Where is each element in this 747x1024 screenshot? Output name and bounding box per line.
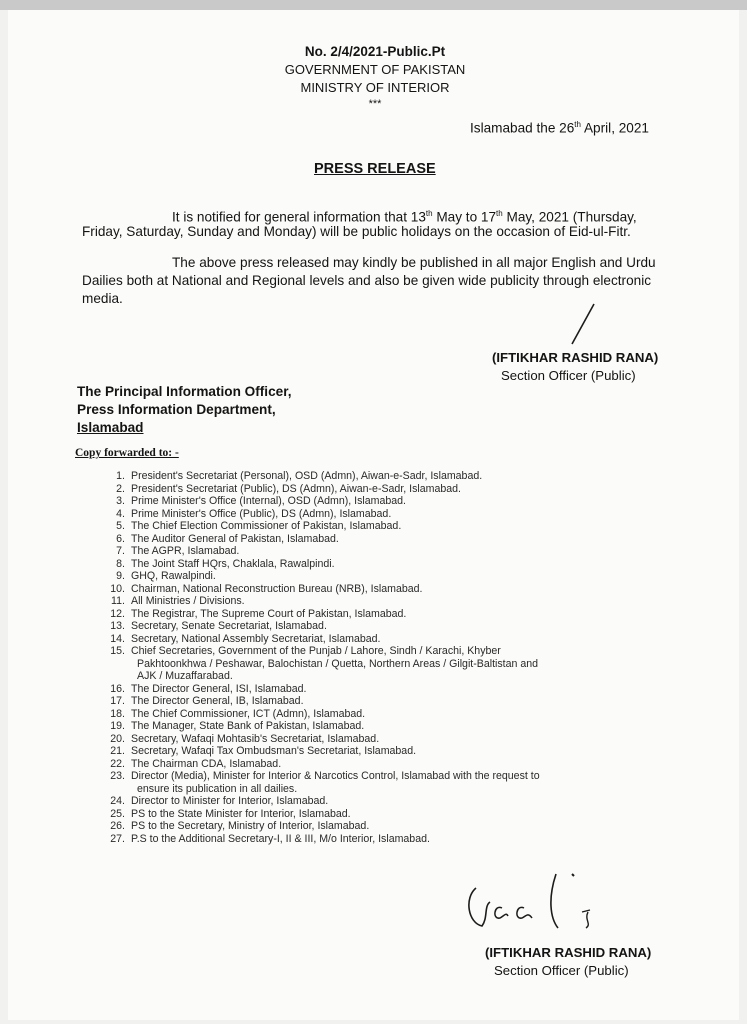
copy-item-number: 15.: [110, 645, 125, 657]
copy-list-item: [100, 733, 379, 746]
copy-list-item: [100, 520, 401, 533]
copy-list-item: [100, 508, 391, 521]
copy-item-number: 3.: [116, 495, 125, 507]
copy-item-text: The AGPR, Islamabad.: [131, 545, 240, 557]
copy-item-number: 23.: [110, 770, 125, 782]
copy-item-continuation: Pakhtoonkhwa / Peshawar, Balochistan / Quetta, Northern Areas / Gilgit-Baltistan and: [137, 657, 539, 670]
copy-item-text: Secretary, Wafaqi Mohtasib's Secretariat, Islamabad.: [131, 732, 380, 745]
copy-item-number: 20.: [110, 732, 125, 745]
signature-mark-2: [462, 868, 662, 938]
copy-item-number: 13.: [110, 620, 125, 632]
copy-list-item: [100, 545, 239, 558]
copy-list-item: [100, 795, 328, 808]
para1-text-c: May, 2021 (Thursday,: [502, 209, 637, 225]
copy-list-item: [100, 570, 216, 583]
copy-forwarded-heading: Copy forwarded to: -: [75, 447, 179, 459]
copy-item-text: Prime Minister's Office (Public), DS (Admn), Islamabad.: [131, 507, 392, 520]
top-border: [0, 0, 747, 10]
para1-text-a: It is notified for general information that 13: [172, 209, 426, 225]
copy-item-number: 25.: [110, 807, 125, 820]
copy-list-item: [100, 633, 380, 646]
copy-list-item: [100, 583, 422, 596]
copy-list-item: [100, 708, 365, 721]
copy-list-item: [100, 483, 461, 496]
copy-item-number: 10.: [110, 582, 125, 595]
copy-item-text: President's Secretariat (Personal), OSD (Admn), Aiwan-e-Sadr, Islamabad.: [131, 470, 483, 482]
copy-list-item: [100, 608, 406, 621]
copy-list-item: [100, 533, 339, 546]
copy-item-text: President's Secretariat (Public), DS (Admn), Aiwan-e-Sadr, Islamabad.: [131, 482, 461, 495]
addressee-line2: Press Information Department,: [77, 402, 276, 417]
date-prefix: Islamabad the 26: [470, 120, 575, 136]
signatory-name-2: (IFTIKHAR RASHID RANA): [485, 945, 652, 960]
copy-item-text: PS to the State Minister for Interior, Islamabad.: [131, 807, 351, 820]
copy-list-item: [100, 620, 327, 633]
copy-item-number: 16.: [110, 682, 125, 695]
copy-item-text: All Ministries / Divisions.: [131, 595, 245, 607]
copy-item-text: The Chief Election Commissioner of Pakistan, Islamabad.: [131, 520, 402, 532]
para2-line3: media.: [82, 291, 123, 306]
copy-item-text: The Joint Staff HQrs, Chaklala, Rawalpindi.: [131, 557, 335, 570]
copy-item-number: 18.: [110, 707, 125, 720]
copy-item-text: Chairman, National Reconstruction Bureau (NRB), Islamabad.: [131, 582, 423, 595]
copy-list-item: [100, 495, 406, 508]
copy-list-item: [100, 645, 501, 658]
copy-item-text: Secretary, Wafaqi Tax Ombudsman's Secretariat, Islamabad.: [131, 745, 417, 757]
copy-item-text: The Director General, IB, Islamabad.: [131, 695, 304, 707]
para1-text-b: May to 17: [432, 209, 497, 225]
copy-item-continuation: ensure its publication in all dailies.: [137, 782, 298, 795]
copy-item-text: The Chief Commissioner, ICT (Admn), Islamabad.: [131, 707, 366, 720]
copy-item-number: 4.: [116, 507, 125, 520]
addressee-line3: Islamabad: [77, 420, 144, 435]
copy-item-number: 6.: [116, 532, 125, 545]
copy-list-item: [100, 470, 482, 483]
copy-item-text: The Chairman CDA, Islamabad.: [131, 757, 282, 770]
copy-list-item: [100, 833, 430, 846]
copy-item-text: Prime Minister's Office (Internal), OSD (Admn), Islamabad.: [131, 495, 406, 507]
copy-item-number: 11.: [111, 595, 125, 607]
signature-mark-1: [560, 300, 600, 348]
addressee-line1: The Principal Information Officer,: [77, 384, 292, 399]
copy-item-text: The Auditor General of Pakistan, Islamabad.: [131, 532, 339, 545]
copy-item-number: 22.: [110, 757, 125, 770]
copy-list-item: [100, 695, 304, 708]
copy-list-item: [100, 558, 335, 571]
copy-item-number: 17.: [110, 695, 125, 707]
copy-item-number: 9.: [116, 570, 125, 582]
copy-item-number: 26.: [110, 820, 125, 832]
copy-item-text: Secretary, National Assembly Secretariat, Islamabad.: [131, 632, 381, 645]
copy-item-number: 19.: [110, 720, 125, 732]
copy-item-number: 24.: [110, 795, 125, 807]
copy-list-item: [100, 683, 306, 696]
copy-item-text: The Registrar, The Supreme Court of Pakistan, Islamabad.: [131, 607, 407, 620]
copy-item-number: 5.: [116, 520, 125, 532]
date-line: [470, 120, 649, 136]
copy-list-item: [100, 820, 369, 833]
government-line: GOVERNMENT OF PAKISTAN: [284, 62, 466, 77]
copy-item-text: Secretary, Senate Secretariat, Islamabad.: [131, 620, 327, 632]
para2-line1: The above press released may kindly be published in all major English and Urdu: [172, 255, 656, 270]
copy-item-continuation: AJK / Muzaffarabad.: [137, 670, 233, 682]
signatory-title-2: Section Officer (Public): [494, 963, 629, 978]
copy-item-number: 1.: [116, 470, 125, 482]
copy-item-number: 12.: [110, 607, 125, 620]
press-release-title: PRESS RELEASE: [314, 161, 436, 177]
copy-list-item: [100, 770, 540, 783]
copy-item-text: P.S to the Additional Secretary-I, II & III, M/o Interior, Islamabad.: [131, 832, 430, 845]
copy-item-number: 27.: [110, 832, 125, 845]
copy-item-number: 21.: [110, 745, 125, 757]
signatory-title-1: Section Officer (Public): [501, 368, 636, 383]
copy-list-item: [100, 720, 364, 733]
copy-item-text: PS to the Secretary, Ministry of Interior, Islamabad.: [131, 820, 370, 832]
para2-line2: Dailies both at National and Regional levels and also be given wide publicity through electronic: [82, 273, 652, 288]
para1-sup2: th: [496, 209, 503, 218]
ministry-line: MINISTRY OF INTERIOR: [300, 80, 450, 95]
header-stars: ***: [368, 98, 382, 110]
reference-number: No. 2/4/2021-Public.Pt: [304, 44, 446, 59]
copy-item-text: Director to Minister for Interior, Islamabad.: [131, 795, 329, 807]
copy-item-text: Chief Secretaries, Government of the Punjab / Lahore, Sindh / Karachi, Khyber: [131, 645, 501, 657]
copy-item-text: The Manager, State Bank of Pakistan, Islamabad.: [131, 720, 365, 732]
copy-item-text: Director (Media), Minister for Interior & Narcotics Control, Islamabad with the request to: [131, 770, 540, 782]
copy-list-item: [100, 808, 351, 821]
para1-sup1: th: [425, 209, 433, 218]
date-suffix: April, 2021: [580, 120, 649, 136]
para1-line2: Friday, Saturday, Sunday and Monday) will be public holidays on the occasion of Eid-ul-Fitr.: [82, 224, 631, 239]
copy-item-number: 2.: [116, 482, 125, 495]
copy-item-number: 7.: [116, 545, 125, 557]
copy-item-number: 8.: [116, 557, 125, 570]
copy-list-item: [100, 595, 245, 608]
copy-list-item: [100, 758, 281, 771]
copy-item-number: 14.: [110, 632, 125, 645]
signatory-name-1: (IFTIKHAR RASHID RANA): [492, 350, 659, 365]
date-sup: th: [574, 120, 581, 129]
copy-item-text: GHQ, Rawalpindi.: [131, 570, 216, 582]
copy-item-text: The Director General, ISI, Islamabad.: [131, 682, 307, 695]
copy-list-item: [100, 745, 416, 758]
